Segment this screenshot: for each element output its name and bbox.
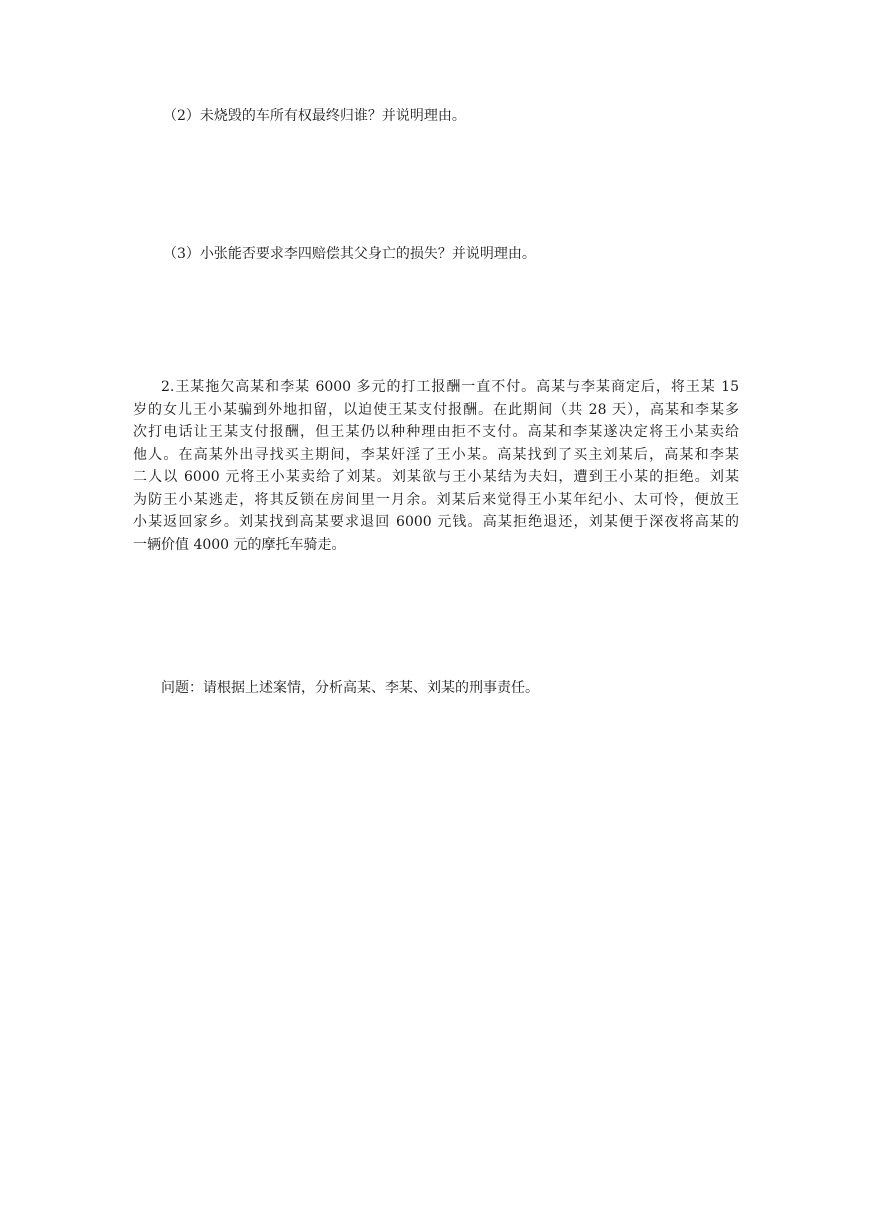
case-line: 次打电话让王某支付报酬，但王某仍以种种理由拒不支付。高某和李某遂决定将王小某卖给 bbox=[133, 424, 739, 440]
case-2-paragraph bbox=[133, 376, 739, 556]
question-prompt: 问题：请根据上述案情，分析高某、李某、刘某的刑事责任。 bbox=[161, 680, 539, 696]
case-line: 小某返回家乡。刘某找到高某要求退回 6000 元钱。高某拒绝退还，刘某便于深夜将高某的 bbox=[133, 514, 739, 530]
case-line: 他人。在高某外出寻找买主期间，李某奸淫了王小某。高某找到了买主刘某后，高某和李某 bbox=[133, 446, 739, 463]
case-line: 2.王某拖欠高某和李某 6000 多元的打工报酬一直不付。高某与李某商定后，将王某 15 bbox=[161, 379, 739, 395]
case-line: 二人以 6000 元将王小某卖给了刘某。刘某欲与王小某结为夫妇，遭到王小某的拒绝。刘某 bbox=[133, 469, 739, 485]
case-line: 为防王小某逃走，将其反锁在房间里一月余。刘某后来觉得王小某年纪小、太可怜，便放王 bbox=[133, 491, 739, 508]
sub-question-2: （2）未烧毁的车所有权最终归谁？并说明理由。 bbox=[163, 108, 466, 124]
case-line: 一辆价值 4000 元的摩托车骑走。 bbox=[133, 536, 346, 553]
sub-question-3: （3）小张能否要求李四赔偿其父身亡的损失？并说明理由。 bbox=[163, 246, 536, 262]
case-line: 岁的女儿王小某骗到外地扣留，以迫使王某支付报酬。在此期间（共 28 天），高某和李某多 bbox=[133, 401, 739, 418]
